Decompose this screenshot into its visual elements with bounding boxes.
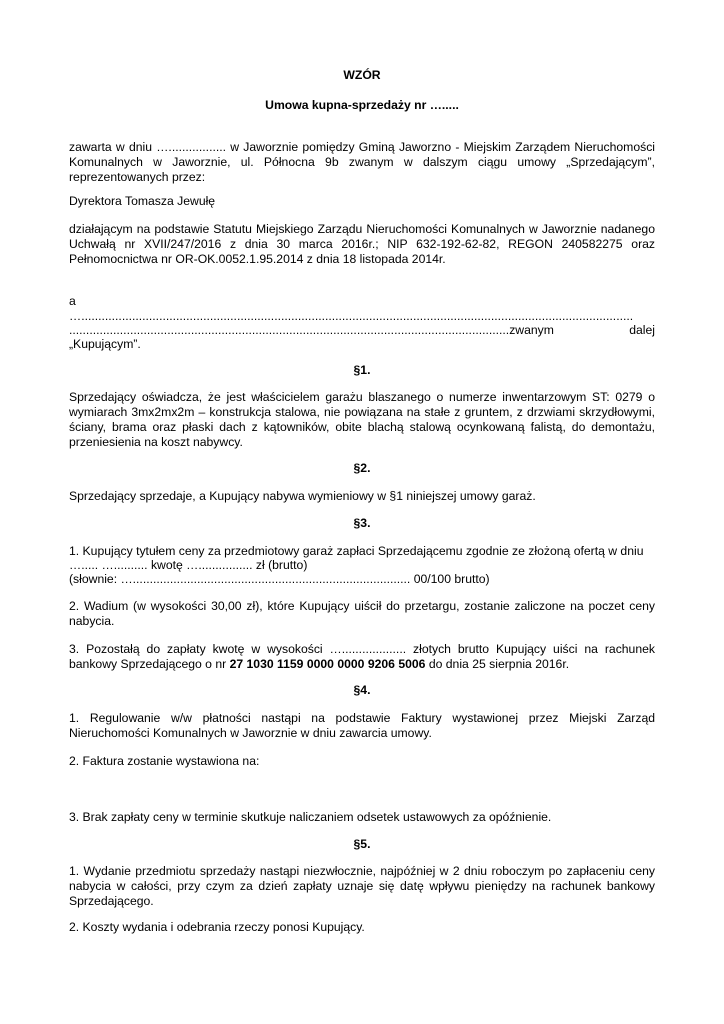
buyer-zwanym: zwanym	[509, 323, 554, 337]
legal-basis-paragraph: działającym na podstawie Statutu Miejskiego Zarządu Nieruchomości Komunalnych w Jaworznie nadanego Uchwałą nr XVII/247/2016 z dnia 30 marca 2016r.; NIP 632-192-62-82, REGON 240582275 oraz Pełnomocnictwa nr OR-OK.0052.1.95.2014 z dnia 18 listopada 2014r.	[69, 222, 655, 266]
buyer-address-placeholder: ..................................................................................................................................	[69, 323, 510, 337]
document-title: WZÓR	[343, 68, 381, 82]
bank-account-number: 27 1030 1159 0000 0000 9206 5006	[229, 657, 426, 671]
intro-paragraph: zawarta w dniu …................. w Jaworznie pomiędzy Gminą Jaworzno - Miejskim Zarządem Nieruchomości Komunalnych w Jaworznie, ul. Północna 9b zwanym w dalszym ciągu umowy „Sprzedającym”, reprezentowanych przez:	[69, 140, 655, 184]
contract-heading: Umowa kupna-sprzedaży nr ….....	[265, 98, 459, 112]
section-4-heading: §4.	[353, 683, 371, 697]
section-2-text: Sprzedający sprzedaje, a Kupujący nabywa wymieniowy w §1 niniejszej umowy garaż.	[69, 489, 536, 503]
buyer-placeholder-line	[69, 323, 655, 338]
section-3-heading: §3.	[353, 516, 371, 530]
buyer-conjunction: a	[69, 294, 76, 308]
section-5-point-2: 2. Koszty wydania i odebrania rzeczy ponosi Kupujący.	[69, 920, 365, 934]
section-4-point-1: 1. Regulowanie w/w płatności nastąpi na podstawie Faktury wystawionej przez Miejski Zarząd Nieruchomości Komunalnych w Jaworznie w dniu zawarcia umowy.	[69, 711, 655, 740]
section-4-point-3: 3. Brak zapłaty ceny w terminie skutkuje naliczaniem odsetek ustawowych za opóźnienie.	[69, 810, 552, 824]
section-3-point-1-line-1: 1. Kupujący tytułem ceny za przedmiotowy garaż zapłaci Sprzedającemu zgodnie ze złożoną ofertą w dniu	[69, 544, 644, 558]
section-3-point-1-line-3: (słownie: ….................................................................................. 00/100 brutto)	[69, 572, 490, 586]
section-3-point-3-text: 3. Pozostałą do zapłaty kwotę w wysokości …................... złotych brutto Kupujący uiści na rachunek bankowy Sprzedającego o nr	[69, 642, 655, 671]
section-1-text: Sprzedający oświadcza, że jest właścicielem garażu blaszanego o numerze inwentarzowym ST: 0279 o wymiarach 3mx2mx2m – konstrukcja stalowa, nie powiązana na stałe z gruntem, z drzwiami skrzydłowymi, ściany, brama oraz płaski dach z kątowników, obite blachą stalową ocynkowaną falistą, do demontażu, przeniesienia na koszt nabywcy.	[69, 390, 655, 449]
section-1-heading: §1.	[353, 363, 371, 377]
section-3-point-1-line-2: …..... ….......... kwotę …................ zł (brutto)	[69, 558, 308, 572]
buyer-designation: „Kupującym”.	[69, 337, 141, 351]
director-name: Dyrektora Tomasza Jewułę	[69, 194, 216, 208]
section-5-point-1: 1. Wydanie przedmiotu sprzedaży nastąpi niezwłocznie, najpóźniej w 2 dniu roboczym po zapłaceniu ceny nabycia w całości, przy czym za dzień zapłaty uznaje się datę wpływu pieniędzy na rachunek bankowy Sprzedającego.	[69, 864, 655, 908]
section-3-point-2: 2. Wadium (w wysokości 30,00 zł), które Kupujący uiścił do przetargu, zostanie zaliczone na poczet ceny nabycia.	[69, 599, 655, 628]
section-3-point-3-deadline: do dnia 25 sierpnia 2016r.	[425, 657, 570, 671]
section-4-point-2: 2. Faktura zostanie wystawiona na:	[69, 754, 260, 768]
buyer-name-placeholder: …...................................................................................................................................................................	[69, 309, 634, 323]
section-5-heading: §5.	[353, 837, 371, 851]
buyer-dalej: dalej	[629, 323, 655, 337]
section-2-heading: §2.	[353, 461, 371, 475]
section-3-point-3	[69, 642, 655, 672]
